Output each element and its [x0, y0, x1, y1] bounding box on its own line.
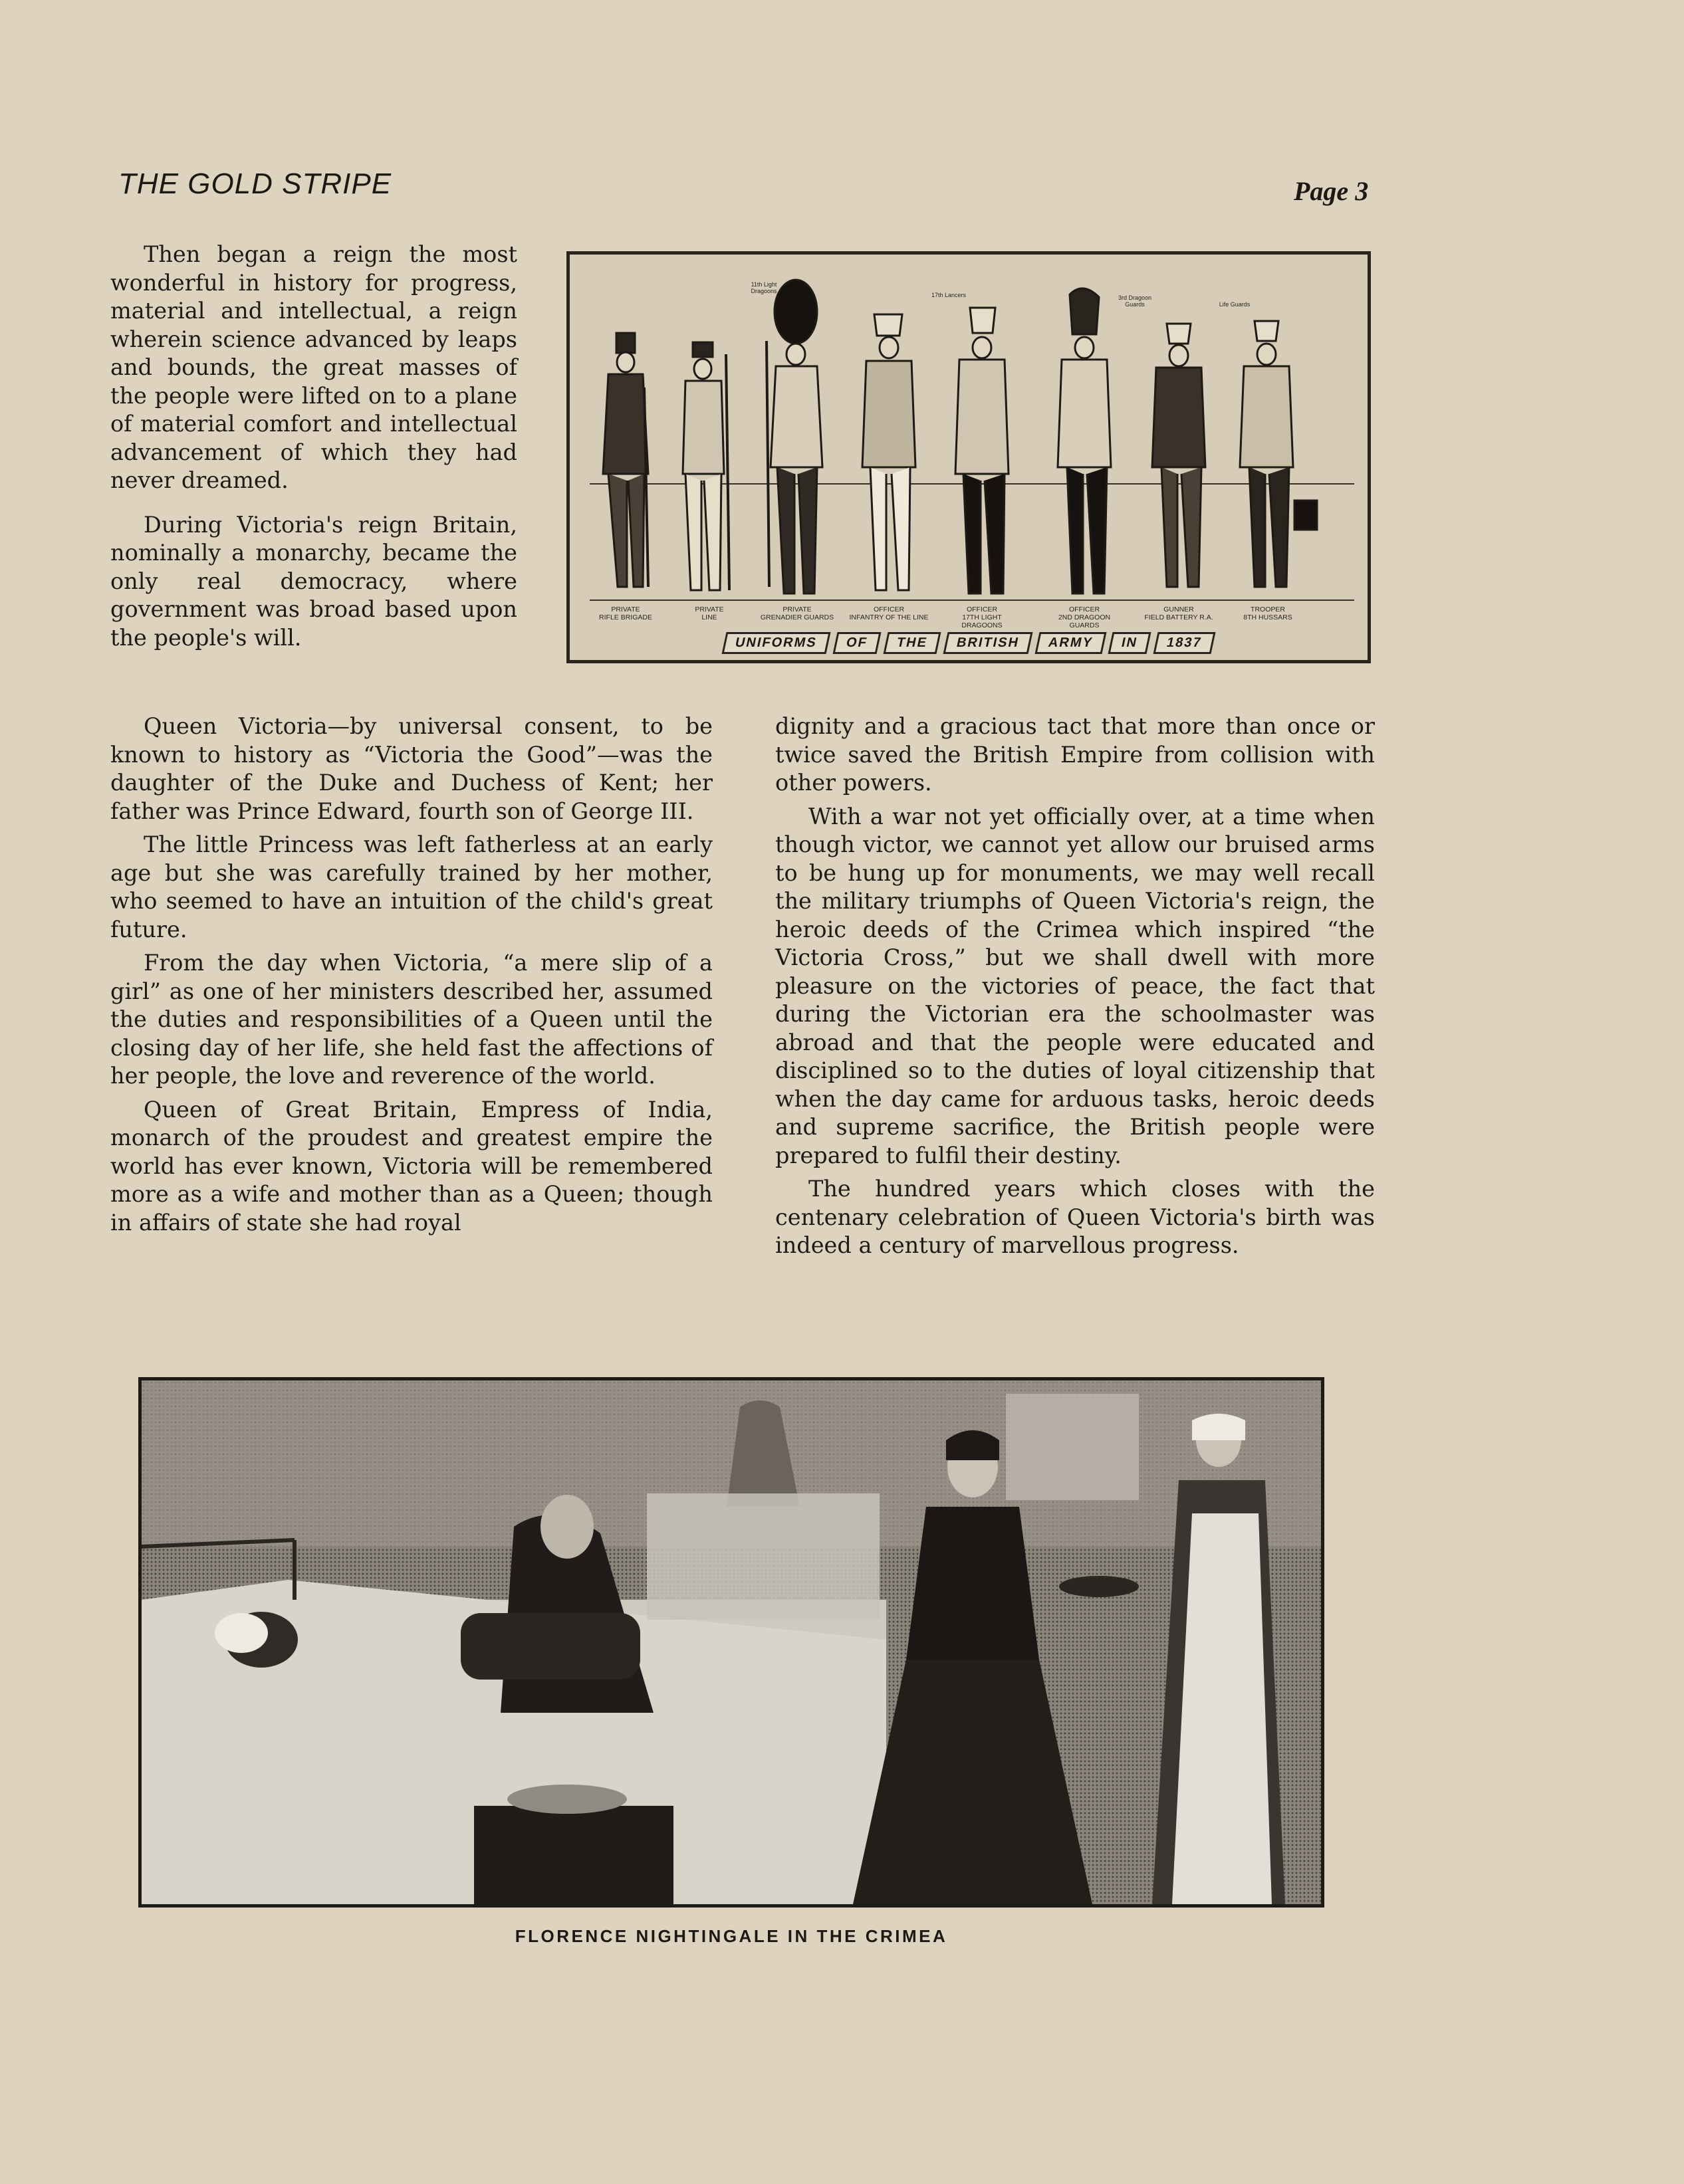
sketch-note-2: 17th Lancers	[931, 292, 967, 298]
uniform-label-8	[1228, 605, 1308, 621]
uniform-label-6	[1044, 605, 1124, 629]
uniform-label-2	[669, 605, 749, 621]
left-paragraph-1: Queen Victoria—by universal consent, to be known to history as “Victoria the Good”—was the daughter of the Duke and Duchess of Kent; her father was Prince Edward, fourth son of George III.	[110, 713, 713, 824]
uniforms-illustration	[566, 251, 1371, 663]
page-number: Page 3	[1294, 176, 1369, 206]
uniform-label-4	[849, 605, 929, 621]
sketch-note-3: 3rd Dragoon Guards	[1118, 294, 1152, 308]
uniform-label-8-unit: 8TH HUSSARS	[1243, 613, 1292, 621]
right-paragraph-1: dignity and a gracious tact that more than once or twice saved the British Empire from collision with other powers.	[775, 713, 1375, 796]
banner-word-3: THE	[883, 632, 941, 654]
right-column	[775, 712, 1375, 1265]
banner-word-2: OF	[832, 632, 881, 654]
uniform-label-5	[942, 605, 1022, 629]
banner-word-6: IN	[1108, 632, 1151, 654]
uniform-label-6-unit: 2ND DRAGOON GUARDS	[1058, 613, 1111, 629]
left-paragraph-2: The little Princess was left fatherless at an early age but she was carefully trained by her mother, who seemed to have an intuition of the child's great future.	[110, 831, 713, 942]
uniform-label-4-unit: INFANTRY OF THE LINE	[849, 613, 929, 621]
uniform-label-5-unit: 17TH LIGHT DRAGOONS	[961, 613, 1003, 629]
uniform-label-7-unit: FIELD BATTERY R.A.	[1144, 613, 1213, 621]
right-paragraph-3: The hundred years which closes with the centenary celebration of Queen Victoria's birth was indeed a century of marvellous progress.	[775, 1176, 1375, 1258]
uniform-label-1-unit: RIFLE BRIGADE	[599, 613, 652, 621]
uniform-label-4-title: OFFICER	[873, 605, 905, 613]
soldier-figure-dragoon-guards	[1058, 288, 1111, 594]
soldier-figure-line	[683, 342, 729, 590]
banner-word-4: BRITISH	[943, 632, 1032, 654]
uniform-label-1-title: PRIVATE	[611, 605, 640, 613]
nightingale-caption: FLORENCE NIGHTINGALE IN THE CRIMEA	[515, 1926, 948, 1946]
soldier-figure-gunner	[1152, 324, 1205, 587]
uniform-label-8-title: TROOPER	[1251, 605, 1285, 613]
left-column	[110, 712, 713, 1242]
nightingale-illustration	[138, 1377, 1324, 1908]
uniform-label-3-unit: GRENADIER GUARDS	[760, 613, 834, 621]
uniform-label-2-unit: LINE	[701, 613, 717, 621]
uniform-label-1	[586, 605, 665, 621]
banner-word-1: UNIFORMS	[722, 632, 831, 654]
uniform-label-6-title: OFFICER	[1068, 605, 1100, 613]
intro-paragraph-2: During Victoria's reign Britain, nominally a monarchy, became the only real democracy, where government was broad based upon the people's will.	[110, 511, 517, 651]
banner-word-5: ARMY	[1034, 632, 1106, 654]
uniforms-drawing	[570, 255, 1368, 660]
soldier-figure-rifle-brigade	[603, 333, 648, 587]
intro-paragraph-1: Then began a reign the most wonderful in history for progress, material and intellectual, a reign wherein science advanced by leaps and bounds, the great masses of the people were lifted on to a plane of material comfort and intellectual advancement of which they had never dreamed.	[110, 241, 517, 493]
uniform-label-7	[1139, 605, 1219, 621]
uniform-label-3-title: PRIVATE	[782, 605, 812, 613]
sketch-note-1: 11th Light Dragoons	[751, 281, 777, 294]
soldier-figure-officer-infantry	[862, 314, 915, 590]
uniforms-banner	[583, 631, 1354, 655]
soldier-figure-light-dragoons	[955, 308, 1009, 594]
uniform-label-7-title: GUNNER	[1163, 605, 1194, 613]
left-paragraph-3: From the day when Victoria, “a mere slip of a girl” as one of her ministers described her, assumed the duties and responsibilities of a Queen until the closing day of her life, she held fast the affections of her people, the love and reverence of the world.	[110, 950, 713, 1089]
soldier-figure-hussar	[1240, 321, 1317, 587]
soldier-figure-grenadier	[767, 280, 822, 594]
intro-text	[110, 241, 517, 668]
uniform-label-2-title: PRIVATE	[695, 605, 724, 613]
running-title: THE GOLD STRIPE	[118, 167, 392, 200]
banner-word-7: 1837	[1153, 632, 1216, 654]
nightingale-engraving	[142, 1380, 1321, 1904]
uniform-label-3	[757, 605, 837, 621]
sketch-note-4: Life Guards	[1219, 301, 1251, 308]
left-paragraph-4: Queen of Great Britain, Empress of India, monarch of the proudest and greatest empire the world has ever known, Victoria will be remembered more as a wife and mother than as a Queen; though in affairs of state she had royal	[110, 1096, 713, 1236]
uniform-label-5-title: OFFICER	[966, 605, 998, 613]
right-paragraph-2: With a war not yet officially over, at a time when though victor, we cannot yet allow our bruised arms to be hung up for monuments, we may well recall the military triumphs of Queen Victoria's reign, the heroic deeds of the Crimea which inspired “the Victoria Cross,” but we shall dwell with more pleasure on the victories of peace, the fact that during the Victorian era the schoolmaster was abroad and that the people were educated and disciplined so to the duties of loyal citizenship that when the day came for arduous tasks, heroic deeds and supreme sacrifice, the British people were prepared to fulfil their destiny.	[775, 803, 1375, 1168]
